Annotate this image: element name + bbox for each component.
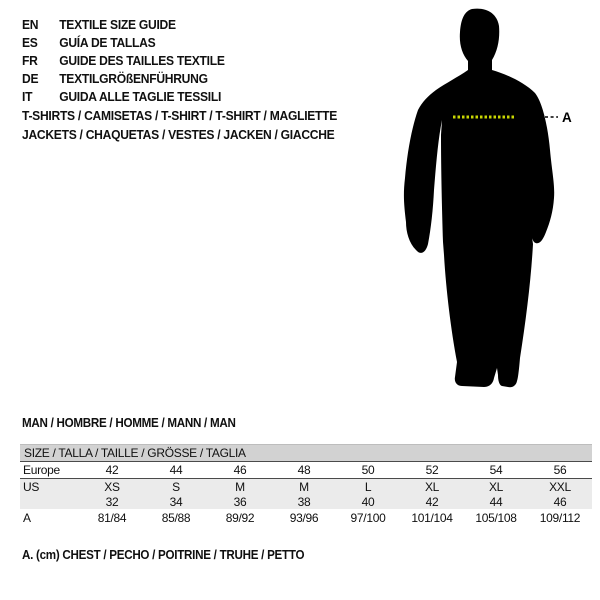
row-label: US [23,479,40,494]
table-cell: 44 [489,494,503,509]
table-cell: 97/100 [350,511,386,525]
section-title-man: MAN / HOMBRE / HOMME / MANN / MAN [22,416,236,430]
chest-measure-footnote: A. (cm) CHEST / PECHO / POITRINE / TRUHE / PETTO [22,548,305,562]
language-code: EN [22,17,39,32]
table-row-chest-a [20,509,592,527]
category-jackets: JACKETS / CHAQUETAS / VESTES / JACKEN / GIACCHE [22,127,335,142]
table-cell: 56 [553,463,567,477]
table-cell: 44 [169,463,183,477]
table-cell: 81/84 [97,511,127,525]
measure-label-a: A [562,110,572,125]
table-cell: 52 [425,463,439,477]
language-row-en [22,16,225,34]
language-label: TEXTILGRÖßENFÜHRUNG [59,71,208,86]
table-row-europe [20,462,592,479]
row-label: Europe [23,463,60,477]
table-cell: 42 [105,463,119,477]
table-cell: L [364,479,372,494]
table-cell: 38 [297,494,311,509]
table-cell: 85/88 [161,511,191,525]
table-cell: 42 [425,494,439,509]
table-row-us-numeric [20,494,592,509]
language-label: GUÍA DE TALLAS [59,35,156,50]
language-row-de [22,70,225,88]
measurement-figure [398,0,578,390]
language-row-fr [22,52,225,70]
language-label: TEXTILE SIZE GUIDE [59,17,176,32]
size-table-header: SIZE / TALLA / TAILLE / GRÖSSE / TAGLIA [20,445,592,462]
garment-categories [22,106,337,144]
table-cell: 36 [233,494,247,509]
table-cell: 50 [361,463,375,477]
table-cell: M [235,479,245,494]
language-guide [22,16,225,106]
table-cell: 109/112 [539,511,581,525]
table-cell: XL [424,479,440,494]
table-cell: 46 [233,463,247,477]
table-cell: 54 [489,463,503,477]
language-code: ES [22,35,38,50]
category-tshirts: T-SHIRTS / CAMISETAS / T-SHIRT / T-SHIRT / MAGLIETTE [22,108,338,123]
language-row-it [22,88,225,106]
language-code: FR [22,53,38,68]
table-cell: 34 [169,494,183,509]
language-label: GUIDE DES TAILLES TEXTILE [59,53,225,68]
size-table [20,444,592,527]
table-cell: 32 [105,494,119,509]
table-cell: 46 [553,494,567,509]
table-cell: M [299,479,309,494]
language-code: IT [22,89,33,104]
table-cell: 89/92 [225,511,255,525]
man-silhouette-svg [398,0,578,390]
table-cell: 48 [297,463,311,477]
table-cell: S [172,479,180,494]
row-label: A [23,511,31,525]
man-silhouette [404,9,554,388]
table-cell: 93/96 [289,511,319,525]
language-row-es [22,34,225,52]
table-cell: 40 [361,494,375,509]
language-label: GUIDA ALLE TAGLIE TESSILI [59,89,222,104]
language-code: DE [22,71,39,86]
table-row-us [20,479,592,494]
table-cell: XXL [549,479,571,494]
table-cell: XS [104,479,120,494]
table-cell: 105/108 [475,511,517,525]
table-cell: XL [488,479,504,494]
table-cell: 101/104 [411,511,453,525]
